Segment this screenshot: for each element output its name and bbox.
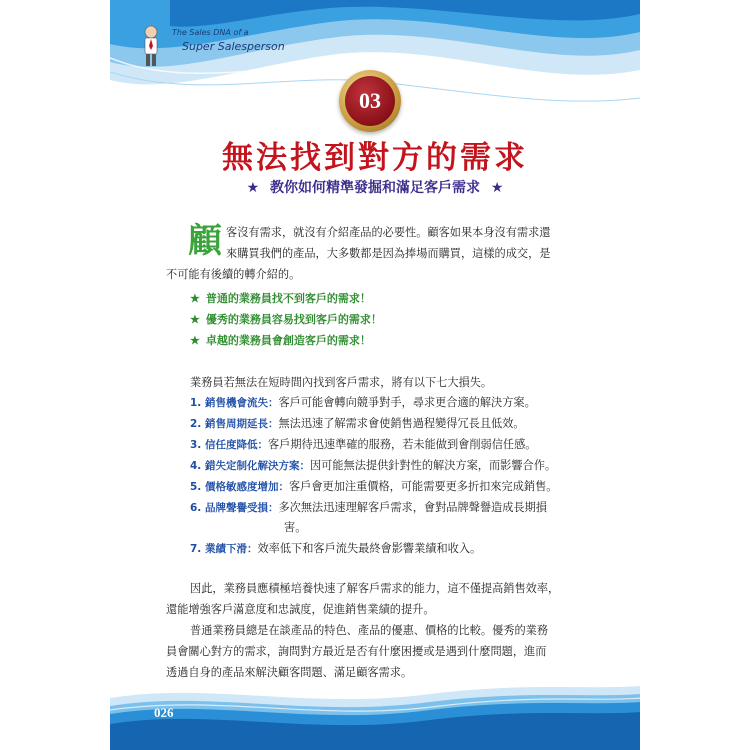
loss-item-heading: 7. 業績下滑：	[190, 543, 258, 555]
intro-line: 不可能有後續的轉介紹的。	[166, 268, 301, 281]
paragraph-line: 因此，業務員應積極培養快速了解客戶需求的能力，這不僅提高銷售效率，	[190, 582, 560, 595]
intro-line: 來購買我們的產品，大多數都是因為捧場而購買，這樣的成交，是	[226, 247, 551, 260]
intro-line: 客沒有需求，就沒有介紹產品的必要性。顧客如果本身沒有需求還	[226, 226, 551, 239]
loss-item-heading: 3. 信任度降低：	[190, 439, 268, 451]
star-icon: ★	[190, 334, 200, 347]
series-logo	[132, 24, 292, 68]
loss-item-heading: 6. 品牌聲譽受損：	[190, 502, 279, 514]
footer-wave-decoration	[110, 680, 640, 750]
highlight-item	[190, 332, 371, 348]
drop-cap: 顧	[188, 221, 222, 261]
loss-item-heading: 5. 價格敏感度增加：	[190, 481, 289, 493]
paragraph-line: 普通業務員總是在談產品的特色、產品的優惠、價格的比較。優秀的業務	[190, 624, 549, 637]
salesperson-figure-icon	[136, 24, 166, 68]
loss-item	[190, 415, 525, 431]
loss-item-heading: 1. 銷售機會流失：	[190, 397, 279, 409]
loss-item	[190, 394, 536, 410]
highlight-item	[190, 311, 382, 327]
chapter-subtitle: 教你如何精準發掘和滿足客戶需求	[270, 180, 480, 196]
loss-item-text: 客戶可能會轉向競爭對手，尋求更合適的解決方案。	[278, 396, 536, 409]
loss-item-text: 多次無法迅速理解客戶需求，會對品牌聲譽造成長期損	[278, 501, 547, 514]
loss-item-heading: 4. 錯失定制化解決方案：	[190, 460, 310, 472]
paragraph-line: 員會關心對方的需求，詢問對方最近是否有什麼困擾或是遇到什麼問題，進而	[166, 645, 547, 658]
loss-item	[190, 540, 481, 556]
loss-item-text: 效率低下和客戶流失最終會影響業績和收入。	[257, 542, 482, 555]
star-icon: ★	[190, 292, 200, 305]
book-page	[110, 0, 640, 750]
paragraph-line: 還能增強客戶滿意度和忠誠度，促進銷售業績的提升。	[166, 603, 435, 616]
highlight-item	[190, 290, 371, 306]
highlight-text: 卓越的業務員會創造客戶的需求！	[205, 334, 371, 347]
loss-item	[190, 478, 557, 494]
logo-tagline: The Sales DNA of a	[172, 28, 249, 37]
loss-item	[190, 457, 556, 473]
star-icon: ★	[246, 180, 260, 196]
loss-item-heading: 2. 銷售周期延長：	[190, 418, 279, 430]
losses-intro: 業務員若無法在短時間內找到客戶需求，將有以下七大損失。	[190, 376, 493, 389]
loss-item-continuation: 害。	[284, 521, 307, 534]
chapter-number: 03	[345, 76, 395, 126]
loss-item	[190, 436, 536, 452]
logo-title: Super Salesperson	[182, 40, 285, 53]
star-icon: ★	[190, 313, 200, 326]
chapter-badge	[339, 70, 401, 132]
highlight-text: 普通的業務員找不到客戶的需求！	[205, 292, 371, 305]
chapter-title: 無法找到對方的需求	[222, 140, 528, 176]
loss-item	[190, 499, 547, 515]
intro-paragraph	[166, 218, 576, 288]
highlight-text: 優秀的業務員容易找到客戶的需求！	[205, 313, 382, 326]
chapter-subtitle-line	[110, 177, 640, 197]
loss-item-text: 客戶會更加注重價格，可能需要更多折扣來完成銷售。	[288, 480, 558, 493]
paragraph-line: 透過自身的產品來解決顧客問題、滿足顧客需求。	[166, 666, 413, 679]
loss-item-text: 客戶期待迅速準確的服務，若未能做到會削弱信任感。	[267, 438, 537, 451]
star-icon: ★	[490, 180, 504, 196]
loss-item-text: 因可能無法提供針對性的解決方案，而影響合作。	[309, 459, 557, 472]
loss-item-text: 無法迅速了解需求會使銷售過程變得冗長且低效。	[278, 417, 525, 430]
page-number: 026	[154, 705, 174, 720]
